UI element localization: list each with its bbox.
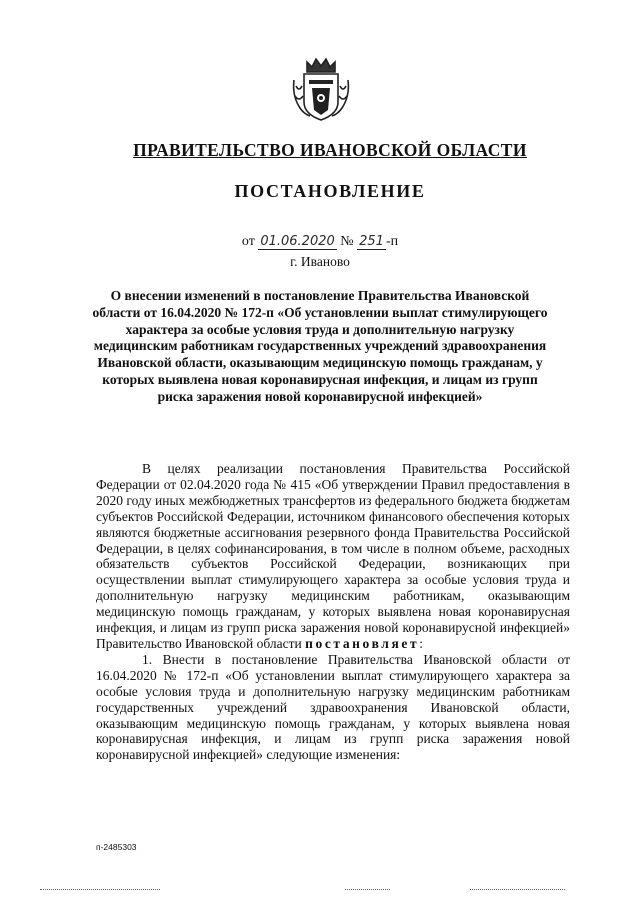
number-sign: № (340, 234, 354, 249)
preamble-text: В целях реализации постановления Правительства Российской Федерации от 02.04.2020 года № 415 «Об утверждении Правил предоставления в 2020 году иных межбюджетных трансфертов из федерального бюджета бюджетам субъектов Российской Федерации, источником финансового обеспечения которых являются бюджетные ассигнования резервного фонда Правительства Российской Федерации, в целях софинансирования, в том числе в полном объеме, расходных обязательств субъектов Российской Федерации, возникающих при осуществлении выплат стимулирующего характера за особые условия труда и дополнительную нагрузку медицинским работникам, оказывающим медицинскую помощь гражданам, у которых выявлена новая коронавирусная инфекция, и лицам из групп риска заражения новой коронавирусной инфекцией» Правительство Ивановской области (96, 461, 570, 651)
dateline (0, 234, 640, 250)
document-body (96, 461, 570, 763)
number-suffix: -п (385, 234, 399, 249)
government-title: ПРАВИТЕЛЬСТВО ИВАНОВСКОЙ ОБЛАСТИ (133, 140, 527, 160)
date-prefix: от (241, 234, 255, 249)
decree-word: постановляет (305, 635, 420, 651)
document-subject: О внесении изменений в постановление Правительства Ивановской области от 16.04.2020 № 172-п «Об установлении выплат стимулирующего характера за особые условия труда и дополнительную нагрузку медицинским работникам государственных учреждений здравоохранения Ивановской области, оказывающим медицинскую помощь гражданам, у которых выявлена новая коронавирусная инфекция, и лицам из групп риска заражения новой коронавирусной инфекцией» (92, 288, 548, 404)
clause-1-paragraph: 1. Внести в постановление Правительства Ивановской области от 16.04.2020 № 172-п «Об установлении выплат стимулирующего характера за особые условия труда и дополнительную нагрузку медицинским работникам государственных учреждений здравоохранения Ивановской области, оказывающим медицинскую помощь гражданам, у которых выявлена новая коронавирусная инфекция, и лицам из групп риска заражения новой коронавирусной инфекцией» следующие изменения: (96, 651, 570, 763)
scan-artifact-line (470, 889, 565, 890)
coat-of-arms-emblem (290, 56, 352, 124)
document-code: п-2485303 (96, 842, 137, 852)
handwritten-date: 01.06.2020 (260, 234, 335, 249)
scan-artifact-line (40, 889, 160, 890)
scan-artifact-line (345, 889, 390, 890)
handwritten-number: 251 (359, 234, 384, 249)
preamble-paragraph: В целях реализации постановления Правительства Российской Федерации от 02.04.2020 года № 415 «Об утверждении Правил предоставления в 2020 году иных межбюджетных трансфертов из федерального бюджета бюджетам субъектов Российской Федерации, источником финансового обеспечения которых являются бюджетные ассигнования резервного фонда Правительства Российской Федерации, в целях софинансирования, в том числе в полном объеме, расходных обязательств субъектов Российской Федерации, возникающих при осуществлении выплат стимулирующего характера за особые условия труда и дополнительную нагрузку медицинским работникам, оказывающим медицинскую помощь гражданам, у которых выявлена новая коронавирусная инфекция, и лицам из групп риска заражения новой коронавирусной инфекцией» Правительство Ивановской области постановляет: (96, 461, 570, 651)
city: г. Иваново (290, 254, 350, 269)
document-type: ПОСТАНОВЛЕНИЕ (234, 181, 426, 201)
